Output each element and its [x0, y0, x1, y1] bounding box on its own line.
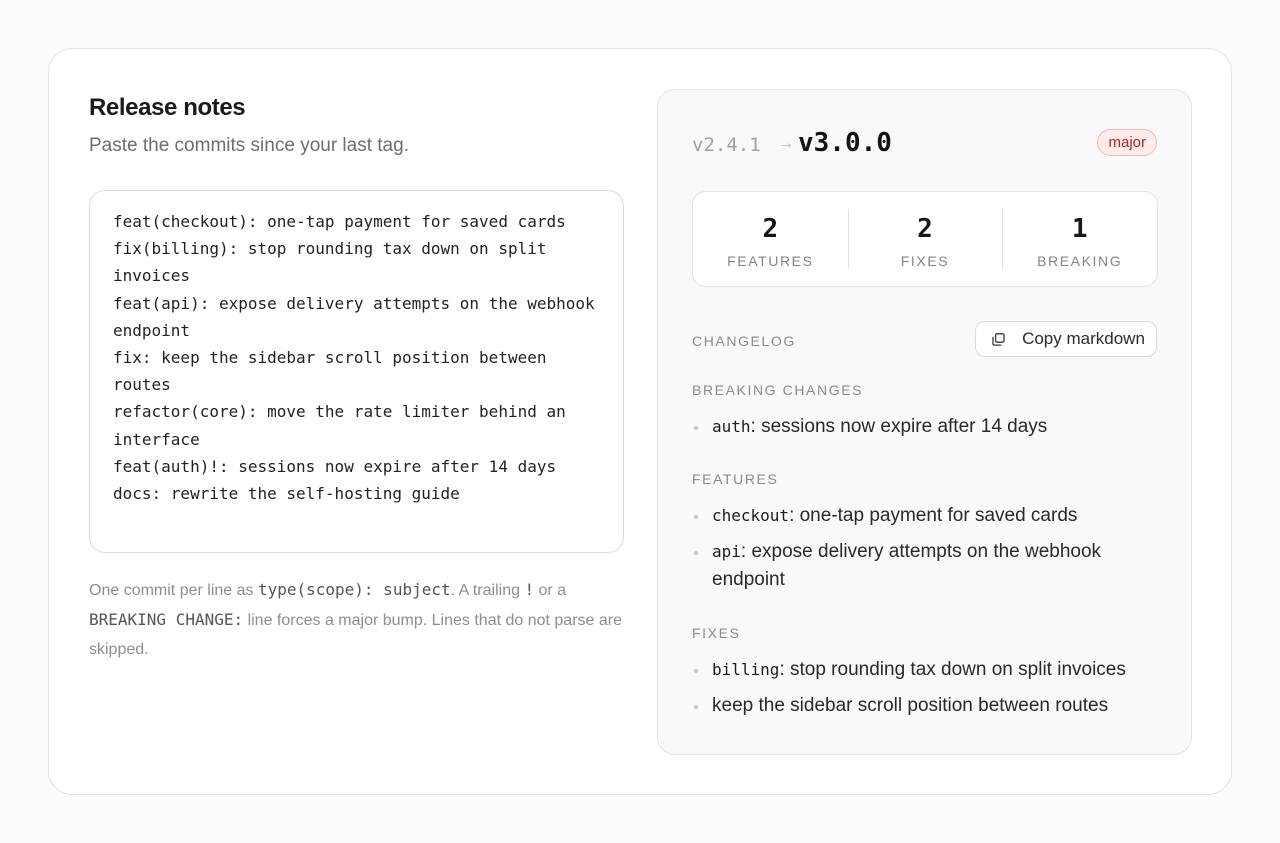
stat-label: FEATURES [727, 253, 814, 269]
previous-version: v2.4.1 [692, 134, 761, 156]
hint-code-format: type(scope): subject [257, 580, 451, 599]
stat-value: 2 [762, 214, 779, 244]
stat-value: 1 [1071, 214, 1088, 244]
list-item: api: expose delivery attempts on the webhook endpoint [692, 538, 1162, 594]
section-label: FEATURES [692, 471, 779, 487]
page-subtitle: Paste the commits since your last tag. [89, 135, 409, 156]
page-title: Release notes [89, 94, 246, 121]
copy-markdown-button[interactable] [975, 321, 1157, 357]
release-notes-card [48, 48, 1232, 795]
result-panel [657, 89, 1192, 755]
stats-summary [692, 191, 1158, 287]
list-item: checkout: one-tap payment for saved cards [692, 502, 1162, 530]
input-column [89, 89, 624, 658]
section-breaking [692, 381, 1162, 449]
hint-code-bang: ! [524, 580, 535, 599]
changelog-heading: CHANGELOG [692, 333, 796, 349]
stat-features [693, 192, 848, 286]
commits-textarea[interactable]: feat(checkout): one-tap payment for saved cards fix(billing): stop rounding tax down on split invoices feat(api): expose delivery attempts on the webhook endpoint fix: keep the sidebar scroll position between routes refactor(core): move the rate limiter behind an interface feat(auth)!: sessions now expire after 14 days docs: rewrite the self-hosting guide [89, 190, 624, 553]
version-row [692, 128, 1157, 158]
list-item: billing: stop rounding tax down on split invoices [692, 656, 1162, 684]
format-hint: One commit per line as type(scope): subject. A trailing ! or a BREAKING CHANGE: line forces a major bump. Lines that do not parse are skipped. [89, 580, 622, 658]
list-item: auth: sessions now expire after 14 days [692, 413, 1162, 441]
hint-code-breaking: BREAKING CHANGE: [89, 610, 244, 629]
section-label: BREAKING CHANGES [692, 382, 864, 398]
copy-markdown-label: Copy markdown [1022, 329, 1145, 348]
bump-badge: major [1097, 129, 1157, 156]
section-label: FIXES [692, 625, 741, 641]
arrow-right-icon: → [778, 135, 794, 152]
stat-fixes [848, 192, 1003, 286]
stat-value: 2 [917, 214, 933, 244]
stat-label: BREAKING [1037, 253, 1123, 269]
list-item: keep the sidebar scroll position between routes [692, 692, 1162, 720]
section-fixes [692, 624, 1162, 728]
stat-label: FIXES [900, 253, 950, 269]
stat-breaking [1002, 192, 1157, 286]
copy-icon [992, 333, 1005, 346]
next-version: v3.0.0 [798, 128, 892, 158]
section-features [692, 470, 1162, 602]
